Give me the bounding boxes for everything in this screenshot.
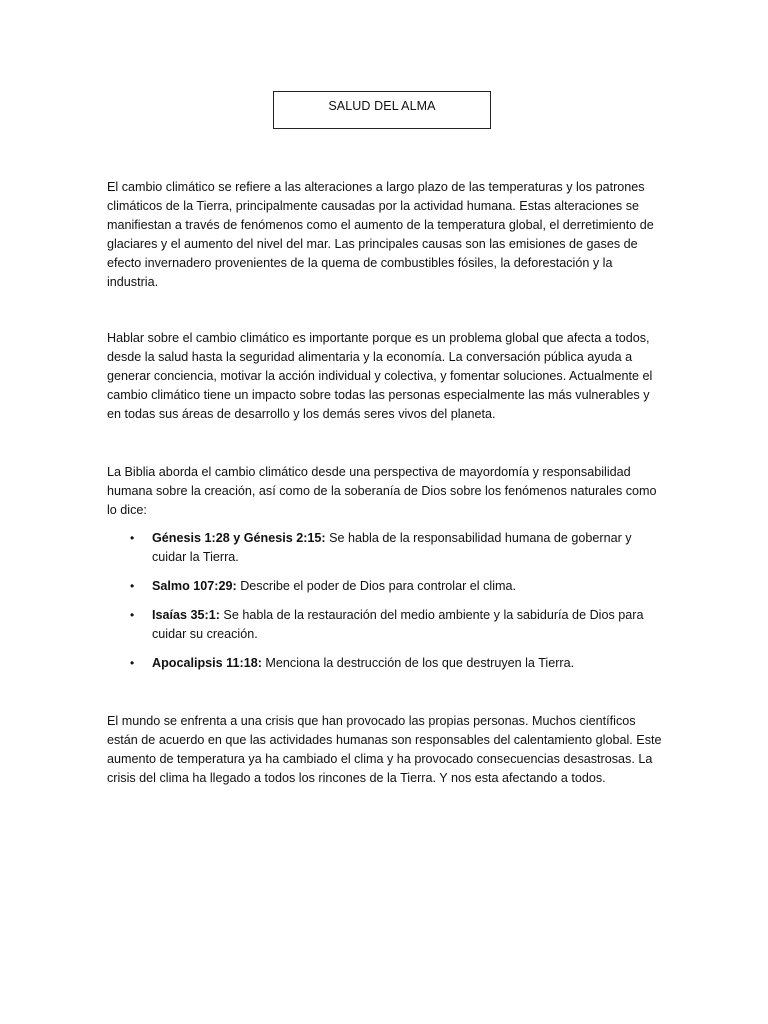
bullet-icon: • (130, 531, 135, 545)
paragraph-importance: Hablar sobre el cambio climático es importante porque es un problema global que afecta a todos, desde la salud hasta la seguridad alimentaria y la economía. La conversación pública ayuda a generar conciencia, motivar la acción individual y colectiva, y fomentar soluciones. Actualmente el cambio climático tiene un impacto sobre todas las personas especialmente las más vulnerables y en todas sus áreas de desarrollo y los demás seres vivos del planeta. (107, 331, 653, 421)
bible-references-list (107, 529, 663, 683)
list-item (107, 529, 663, 567)
bullet-icon: • (130, 656, 135, 670)
bible-reference: Apocalipsis 11:18: (152, 656, 262, 670)
bible-reference-text: Se habla de la responsabilidad humana de gobernar y cuidar la Tierra. (152, 531, 632, 564)
paragraph-bible-intro: La Biblia aborda el cambio climático desde una perspectiva de mayordomía y responsabilidad humana sobre la creación, así como de la soberanía de Dios sobre los fenómenos naturales como lo dice: (107, 465, 657, 517)
bullet-icon: • (130, 579, 135, 593)
list-item (107, 577, 663, 596)
bible-reference-text: Menciona la destrucción de los que destruyen la Tierra. (261, 656, 575, 670)
bible-reference: Génesis 1:28 y Génesis 2:15: (152, 531, 326, 545)
bible-reference-text: Se habla de la restauración del medio ambiente y la sabiduría de Dios para cuidar su creación. (152, 608, 644, 641)
bible-reference-text: Describe el poder de Dios para controlar el clima. (236, 579, 516, 593)
bible-reference: Salmo 107:29: (152, 579, 237, 593)
paragraph-crisis: El mundo se enfrenta a una crisis que han provocado las propias personas. Muchos científicos están de acuerdo en que las actividades humanas son responsables del calentamiento global. Este aumento de temperatura ya ha cambiado el clima y ha provocado consecuencias desastrosas. La crisis del clima ha llegado a todos los rincones de la Tierra. Y nos esta afectando a todos. (107, 714, 662, 785)
bullet-icon: • (130, 608, 135, 622)
bible-reference: Isaías 35:1: (152, 608, 220, 622)
list-item (107, 606, 663, 644)
paragraph-climate-definition: El cambio climático se refiere a las alteraciones a largo plazo de las temperaturas y los patrones climáticos de la Tierra, principalmente causadas por la actividad humana. Estas alteraciones se manifiestan a través de fenómenos como el aumento de la temperatura global, el derretimiento de glaciares y el aumento del nivel del mar. Las principales causas son las emisiones de gases de efecto invernadero provenientes de la quema de combustibles fósiles, la deforestación y la industria. (107, 180, 654, 289)
document-title: SALUD DEL ALMA (273, 91, 491, 129)
list-item (107, 654, 663, 673)
